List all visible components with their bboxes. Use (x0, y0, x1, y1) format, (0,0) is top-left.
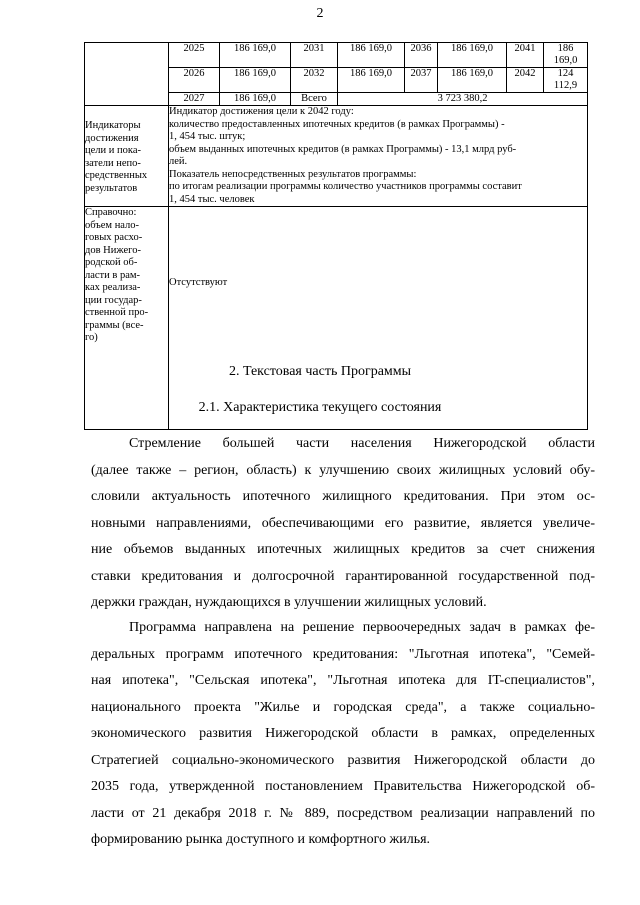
year-cell: 2042 (507, 68, 544, 93)
reference-label-line: ласти в рам- (85, 269, 141, 281)
reference-label-line: родской об- (85, 257, 138, 268)
year-cell: 2036 (405, 43, 438, 68)
indicators-text-line: по итогам реализации программы количество участников программы составит (169, 181, 522, 192)
amount-cell: 186 169,0 (220, 68, 291, 93)
year-row-3 (169, 93, 587, 106)
paragraph-line: ласти от 21 декабря 2018 г. № 889, посредством реализации направлений по (91, 805, 595, 821)
reference-label-line: го) (85, 332, 98, 343)
amount-cell: 186 169,0 (220, 43, 291, 68)
indicators-label-line: Индикаторы (85, 120, 141, 131)
paragraph-line: держки граждан, нуждающихся в улучшении жилищных условий. (91, 595, 487, 610)
page-number: 2 (316, 6, 324, 21)
indicators-text-line: 1, 454 тыс. человек (169, 193, 255, 205)
reference-label-line: ственной про- (85, 307, 149, 318)
amount-cell: 186 169,0 (338, 43, 405, 68)
indicators-label-line: результатов (85, 182, 138, 194)
paragraph-line: Стремление большей части населения Нижегородской области (129, 436, 595, 451)
total-value-cell: 3 723 380,2 (338, 93, 588, 106)
indicators-text-line: 1, 454 тыс. штук; (169, 131, 246, 142)
reference-label-line: ках реализа- (85, 282, 141, 293)
indicators-text-line: объем выданных ипотечных кредитов (в рамках Программы) - 13,1 млрд руб- (169, 143, 517, 155)
reference-value-cell: Отсутствуют (169, 207, 588, 430)
paragraph-line: словили актуальность ипотечного жилищного кредитования. При этом ос- (91, 489, 595, 504)
funding-cell (169, 43, 588, 106)
year-cell: 2027 (169, 93, 220, 106)
amount-cell: 186 169,0 (544, 43, 588, 68)
amount-cell: 186 169,0 (220, 93, 291, 106)
reference-label-cell (85, 207, 169, 430)
funding-row (85, 43, 588, 106)
paragraph-line: (далее также – регион, область) к улучшению своих жилищных условий обу- (91, 462, 595, 478)
indicators-text-line: Показатель непосредственных результатов программы: (169, 168, 417, 180)
indicators-content-cell (169, 106, 588, 207)
indicators-label-line: затели непо- (85, 157, 141, 169)
total-label-cell: Всего (291, 93, 338, 106)
year-row-1 (169, 43, 587, 68)
indicators-label-line: средственных (85, 170, 148, 181)
paragraph-2 (91, 615, 595, 854)
paragraph-line: экономического развития Нижегородской области в рамках, определенных (91, 726, 595, 741)
indicators-label-line: цели и пока- (85, 145, 141, 156)
indicators-text-line: Индикатор достижения цели к 2042 году: (169, 106, 354, 117)
paragraph-1 (91, 431, 595, 617)
funding-years-table (169, 43, 587, 105)
section-title: 2. Текстовая часть Программы (228, 364, 412, 379)
paragraph-line: Программа направлена на решение первоочередных задач в рамках фе- (129, 620, 595, 635)
paragraph-line: 2035 года, утвержденной постановлением Правительства Нижегородской об- (91, 779, 595, 794)
indicators-label-cell (85, 106, 169, 207)
paragraph-line: национального проекта "Жилье и городская среда", а также социально- (91, 699, 595, 715)
paragraph-line: Стратегией социально-экономического развития Нижегородской области до (91, 752, 595, 768)
year-cell: 2025 (169, 43, 220, 68)
paragraph-line: ние объемов выданных ипотечных жилищных кредитов за счет снижения (91, 542, 595, 557)
amount-cell: 124 112,9 (544, 68, 588, 93)
year-cell: 2041 (507, 43, 544, 68)
paragraph-line: формированию рынка доступного и комфортного жилья. (91, 832, 431, 847)
year-row-2 (169, 68, 587, 93)
reference-row (85, 207, 588, 430)
year-cell: 2032 (291, 68, 338, 93)
indicators-row (85, 106, 588, 207)
paragraph-line: деральных программ ипотечного кредитования: "Льготная ипотека", "Семей- (91, 646, 595, 662)
year-cell: 2037 (405, 68, 438, 93)
paragraph-line: ставки кредитования и долгосрочной гарантированной государственной под- (91, 568, 595, 584)
amount-cell: 186 169,0 (338, 68, 405, 93)
reference-label-line: объем нало- (85, 219, 140, 231)
reference-label-line: граммы (все- (85, 319, 144, 331)
indicators-text-line: количество предоставленных ипотечных кредитов (в рамках Программы) - (169, 118, 505, 130)
indicators-label-line: достижения (85, 132, 139, 144)
amount-cell: 186 169,0 (438, 43, 507, 68)
paragraph-line: новными направлениями, обеспечивающими его развитие, является увеличе- (91, 515, 595, 531)
year-cell: 2031 (291, 43, 338, 68)
amount-cell: 186 169,0 (438, 68, 507, 93)
reference-label-line: ции государ- (85, 294, 142, 306)
indicators-text-line: лей. (169, 156, 188, 167)
paragraph-line: ная ипотека", "Сельская ипотека", "Льготная ипотека для IT-специалистов", (91, 673, 595, 688)
reference-label-line: дов Нижего- (85, 244, 141, 256)
funding-label-cell (85, 43, 169, 106)
reference-label-line: говых расхо- (85, 232, 143, 243)
reference-label-line: Справочно: (85, 207, 137, 218)
subsection-title: 2.1. Характеристика текущего состояния (198, 400, 442, 415)
year-cell: 2026 (169, 68, 220, 93)
